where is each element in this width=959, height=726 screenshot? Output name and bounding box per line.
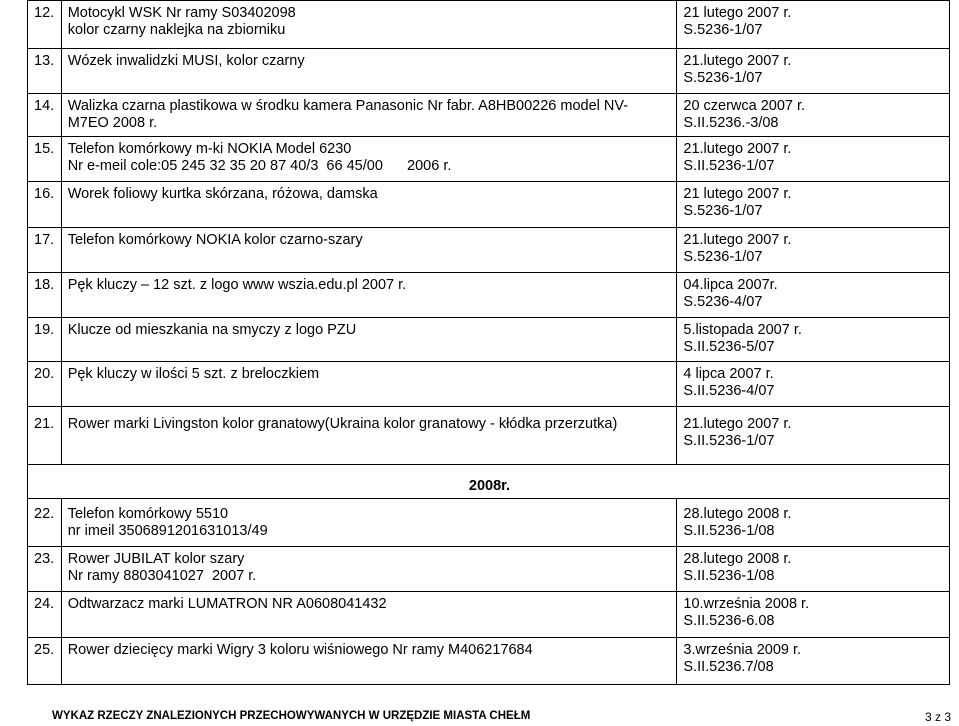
item-date-ref: 21 lutego 2007 r. S.5236-1/07 bbox=[677, 182, 950, 228]
item-number: 21. bbox=[28, 407, 62, 465]
item-date-ref: 21.lutego 2007 r. S.II.5236-1/07 bbox=[677, 137, 950, 182]
item-date-ref: 3.września 2009 r. S.II.5236.7/08 bbox=[677, 638, 950, 685]
table-row bbox=[28, 182, 950, 228]
item-description: Odtwarzacz marki LUMATRON NR A0608041432 bbox=[61, 592, 677, 638]
item-date-ref: 4 lipca 2007 r. S.II.5236-4/07 bbox=[677, 362, 950, 407]
item-description: Telefon komórkowy m-ki NOKIA Model 6230 Nr e-meil cole:05 245 32 35 20 87 40/3 66 45/00 2006 r. bbox=[61, 137, 677, 182]
page-number: 3 z 3 bbox=[924, 710, 951, 724]
item-date-ref: 21.lutego 2007 r. S.II.5236-1/07 bbox=[677, 407, 950, 465]
item-date-ref: 20 czerwca 2007 r. S.II.5236.-3/08 bbox=[677, 94, 950, 137]
table-row bbox=[28, 638, 950, 685]
item-number: 19. bbox=[28, 318, 62, 362]
item-number: 14. bbox=[28, 94, 62, 137]
table-row bbox=[28, 273, 950, 318]
table-row bbox=[28, 407, 950, 465]
item-number: 22. bbox=[28, 499, 62, 547]
item-number: 24. bbox=[28, 592, 62, 638]
item-number: 25. bbox=[28, 638, 62, 685]
item-date-ref: 10.września 2008 r. S.II.5236-6.08 bbox=[677, 592, 950, 638]
item-description: Rower JUBILAT kolor szary Nr ramy 8803041027 2007 r. bbox=[61, 547, 677, 592]
year-header-row bbox=[28, 465, 950, 499]
item-description: Rower marki Livingston kolor granatowy(Ukraina kolor granatowy - kłódka przerzutka) bbox=[61, 407, 677, 465]
table-row bbox=[28, 49, 950, 94]
item-date-ref: 21 lutego 2007 r. S.5236-1/07 bbox=[677, 1, 950, 49]
table-row bbox=[28, 362, 950, 407]
item-number: 20. bbox=[28, 362, 62, 407]
item-description: Telefon komórkowy NOKIA kolor czarno-szary bbox=[61, 228, 677, 273]
found-items-table bbox=[27, 0, 950, 685]
table-row bbox=[28, 137, 950, 182]
table-row bbox=[28, 547, 950, 592]
item-number: 23. bbox=[28, 547, 62, 592]
item-description: Telefon komórkowy 5510 nr imeil 3506891201631013/49 bbox=[61, 499, 677, 547]
item-description: Motocykl WSK Nr ramy S03402098 kolor czarny naklejka na zbiorniku bbox=[61, 1, 677, 49]
table-row bbox=[28, 592, 950, 638]
item-date-ref: 28.lutego 2008 r. S.II.5236-1/08 bbox=[677, 547, 950, 592]
item-number: 16. bbox=[28, 182, 62, 228]
table-row bbox=[28, 94, 950, 137]
table-row bbox=[28, 499, 950, 547]
item-number: 17. bbox=[28, 228, 62, 273]
item-number: 12. bbox=[28, 1, 62, 49]
item-date-ref: 28.lutego 2008 r. S.II.5236-1/08 bbox=[677, 499, 950, 547]
item-description: Pęk kluczy – 12 szt. z logo www wszia.edu.pl 2007 r. bbox=[61, 273, 677, 318]
item-number: 15. bbox=[28, 137, 62, 182]
item-date-ref: 04.lipca 2007r. S.5236-4/07 bbox=[677, 273, 950, 318]
year-header: 2008r. bbox=[28, 465, 950, 499]
item-description: Walizka czarna plastikowa w środku kamera Panasonic Nr fabr. A8HB00226 model NV- M7EO 2008 r. bbox=[61, 94, 677, 137]
item-date-ref: 21.lutego 2007 r. S.5236-1/07 bbox=[677, 49, 950, 94]
item-description: Klucze od mieszkania na smyczy z logo PZU bbox=[61, 318, 677, 362]
item-description: Pęk kluczy w ilości 5 szt. z breloczkiem bbox=[61, 362, 677, 407]
item-description: Rower dziecięcy marki Wigry 3 koloru wiśniowego Nr ramy M406217684 bbox=[61, 638, 677, 685]
page-footer bbox=[0, 708, 959, 726]
item-description: Wózek inwalidzki MUSI, kolor czarny bbox=[61, 49, 677, 94]
item-number: 18. bbox=[28, 273, 62, 318]
item-number: 13. bbox=[28, 49, 62, 94]
table-row bbox=[28, 1, 950, 49]
item-date-ref: 5.listopada 2007 r. S.II.5236-5/07 bbox=[677, 318, 950, 362]
footer-title: WYKAZ RZECZY ZNALEZIONYCH PRZECHOWYWANYCH W URZĘDZIE MIASTA CHEŁM bbox=[52, 710, 531, 722]
table-row bbox=[28, 318, 950, 362]
item-description: Worek foliowy kurtka skórzana, różowa, damska bbox=[61, 182, 677, 228]
item-date-ref: 21.lutego 2007 r. S.5236-1/07 bbox=[677, 228, 950, 273]
table-row bbox=[28, 228, 950, 273]
